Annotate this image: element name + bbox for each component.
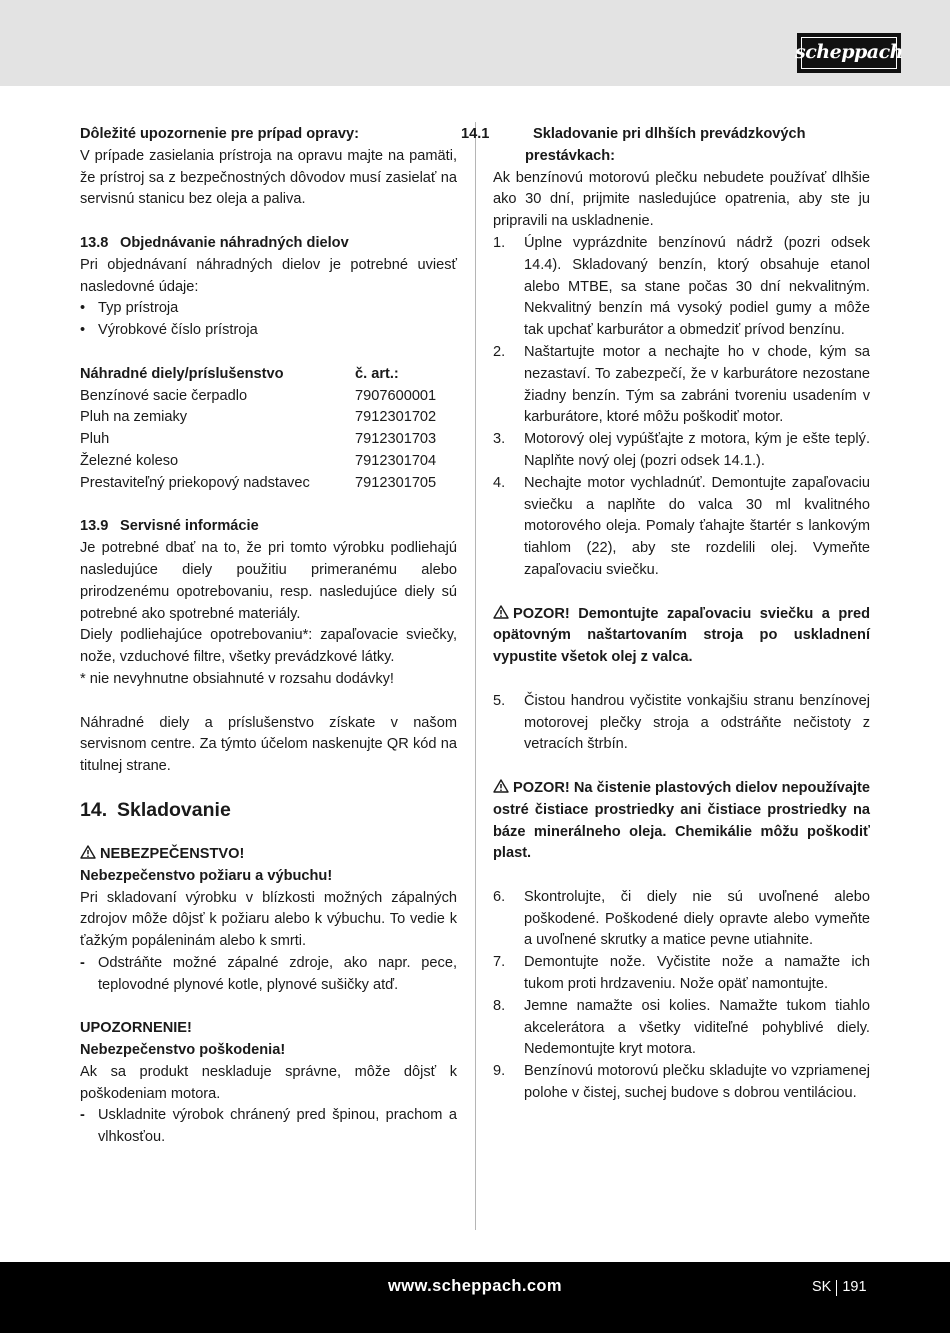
step-text: Jemne namažte osi kolies. Namažte tukom tiahlo akcelerátora a všetky viditeľné pohyblivé diely. Nedemontujte kryt motora. [524,997,870,1058]
section-14-1-text: Ak benzínovú motorovú plečku nebudete používať dlhšie ako 30 dní, prijmite nasledujúce opatrenia, aby ste ju pripravili na uskladnenie. [493,169,870,230]
part-art: 7912301704 [355,452,437,469]
step-text: Čistou handrou vyčistite vonkajšiu stranu benzínovej motorovej plečky stroja a odstráňte nečistoty z vetracích štrbín. [524,692,870,753]
step-text: Motorový olej vypúšťajte z motora, kým je ešte teplý. Naplňte nový olej (pozri odsek 14.1.). [524,431,870,469]
bullet-text: Výrobkové číslo prístroja [98,322,258,339]
section-13-8-number: 13.8 [80,234,109,251]
dash-text: Odstráňte možné zápalné zdroje, ako napr. pece, teplovodné plynové kotle, plynové sušičky atď. [98,954,457,993]
list-item [493,691,870,756]
section-14-1-heading [461,124,870,168]
step-text: Naštartujte motor a nechajte ho v chode, kým sa nezastaví. To zabezpečí, že v karburátore nezostane žiadny benzín. Tým sa zabráni tvoreniu usadením v karburátore, ktoré môžu poškodiť motor. [524,343,870,426]
dash-marker: - [80,1107,85,1124]
page-number: 191 [842,1279,867,1295]
website-link[interactable]: www.scheppach.com [388,1277,562,1295]
section-13-8-heading [80,233,457,255]
list-item [493,429,870,473]
repair-notice-title: Dôležité upozornenie pre prípad opravy: [80,126,359,142]
notice-title: UPOZORNENIE! [80,1020,192,1037]
section-13-9-footnote: * nie nevyhnutne obsiahnuté v rozsahu dodávky! [80,670,394,687]
section-13-9-title: Servisné informácie [120,518,259,535]
step-text: Skontrolujte, či diely nie sú uvoľnené alebo poškodené. Poškodené diely opravte alebo vymeňte a uvoľnené skrutky a matice pevne utiahnite. [524,888,870,949]
left-column [80,124,457,1149]
step-number: 1. [493,234,506,251]
list-item [80,1105,457,1149]
bullet-icon: • [80,300,86,317]
section-13-9-heading [80,516,457,538]
section-14-1-number: 14.1 [461,126,490,142]
part-art: 7907600001 [355,387,437,404]
parts-header-art: č. art.: [355,365,399,382]
step-number: 2. [493,343,506,360]
warning-block [493,604,870,669]
danger-subtitle: Nebezpečenstvo požiaru a výbuchu! [80,867,333,884]
right-column [461,124,870,1105]
list-item [493,996,870,1061]
dash-text: Uskladnite výrobok chránený pred špinou, prachom a vlhkosťou. [98,1107,457,1146]
list-item [493,473,870,582]
page-header [0,0,950,86]
part-art: 7912301703 [355,431,437,448]
warning-triangle-icon [493,779,509,793]
part-name: Pluh na zemiaky [80,409,188,426]
list-item [80,320,457,342]
list-item [493,1061,870,1105]
notice-text: Ak sa produkt neskladuje správne, môže dôjsť k poškodeniam motora. [80,1063,457,1102]
page-info [812,1277,867,1299]
danger-title: NEBEZPEČENSTVO! [100,845,245,862]
parts-header-name: Náhradné diely/príslušenstvo [80,365,284,382]
page-footer [0,1262,950,1333]
section-13-8-title: Objednávanie náhradných dielov [120,234,349,251]
part-name: Benzínové sacie čerpadlo [80,387,248,404]
brand-logo [797,33,901,73]
parts-table [80,364,457,495]
section-13-9-paragraph: Diely podliehajúce opotrebovaniu*: zapaľovacie sviečky, nože, vzduchové filtre, všetky prevádzkové látky. [80,627,457,666]
list-item [493,342,870,429]
list-item [80,298,457,320]
notice-subtitle: Nebezpečenstvo poškodenia! [80,1042,286,1059]
step-number: 7. [493,954,506,971]
section-13-9-paragraph: Náhradné diely a príslušenstvo získate v našom servisnom centre. Za týmto účelom naskenujte QR kód na titulnej strane. [80,714,457,775]
step-number: 9. [493,1063,506,1080]
list-item [493,887,870,952]
bullet-text: Typ prístroja [98,300,179,317]
step-text: Nechajte motor vychladnúť. Demontujte zapaľovaciu sviečku a naplňte do valca 30 ml kvalitného motorového oleja. Pomaly ťahajte štartér s lankovým tiahlom (22), aby ste rozdelili olej. Vymeňte zapaľovaciu sviečku. [524,474,870,578]
danger-heading [80,844,457,866]
section-13-8-text: Pri objednávaní náhradných dielov je potrebné uviesť nasledovné údaje: [80,256,457,295]
warning-text: POZOR! Demontujte zapaľovaciu sviečku a pred opätovným naštartovaním stroja po uskladnení vypustite všetok olej z valca. [493,605,870,666]
step-text: Demontujte nože. Vyčistite nože a namažte ich tukom proti hrdzaveniu. Nože opäť namontujte. [524,954,870,993]
page-separator [836,1280,837,1296]
step-text: Úplne vyprázdnite benzínovú nádrž (pozri odsek 14.4). Skladovaný benzín, ktorý obsahuje etanol alebo MTBE, sa stane počas 30 dní nekvalitným. Nekvalitný benzín má vysoký podiel gumy a môže tak upchať karburátor a obmedziť prívod benzínu. [524,234,870,339]
section-14-1-title: Skladovanie pri dlhších prevádzkových prestávkach: [525,126,806,164]
section-13-9-paragraph: Je potrebné dbať na to, že pri tomto výrobku podliehajú nasledujúce diely použitiu primeranému alebo prirodzenému opotrebovaniu, resp. nasledujúce diely sú potrebné ako spotrebné materiály. [80,540,457,622]
step-text: Benzínovú motorovú plečku skladujte vo vzpriamenej polohe v čistej, suchej budove s dobrou ventiláciou. [524,1063,870,1102]
list-item [80,953,457,997]
part-name: Železné koleso [80,452,179,469]
step-number: 4. [493,474,506,491]
step-number: 5. [493,692,506,709]
list-item [493,233,870,342]
warning-text: POZOR! Na čistenie plastových dielov nepoužívajte ostré čistiace prostriedky ani čistiace prostriedky na báze minerálneho oleja. Chemikálie môžu poškodiť plast. [493,779,870,862]
column-divider [475,122,476,1230]
section-13-9-number: 13.9 [80,518,109,535]
step-number: 3. [493,431,506,448]
section-14-heading [80,796,457,824]
part-name: Pluh [80,431,110,448]
part-art: 7912301705 [355,474,437,491]
part-art: 7912301702 [355,409,437,426]
step-number: 8. [493,997,506,1014]
part-name: Prestaviteľný priekopový nadstavec [80,474,310,491]
section-14-number: 14. [80,798,108,821]
warning-block [493,778,870,865]
warning-triangle-icon [493,605,509,619]
bullet-icon: • [80,322,86,339]
section-14-title: Skladovanie [117,798,231,821]
brand-logo-text: scheppach [801,37,897,69]
warning-triangle-icon [80,845,96,859]
step-number: 6. [493,888,506,905]
danger-text: Pri skladovaní výrobku v blízkosti možných zápalných zdrojov môže dôjsť k požiaru alebo k výbuchu. To vedie k ťažkým popáleninám alebo k smrti. [80,889,457,950]
language-code: SK [812,1279,832,1295]
repair-notice-text: V prípade zasielania prístroja na opravu majte na pamäti, že prístroj sa z bezpečnostných dôvodov musí zasielať na servisnú stanicu bez oleja a paliva. [80,147,457,208]
list-item [493,952,870,996]
dash-marker: - [80,954,85,971]
